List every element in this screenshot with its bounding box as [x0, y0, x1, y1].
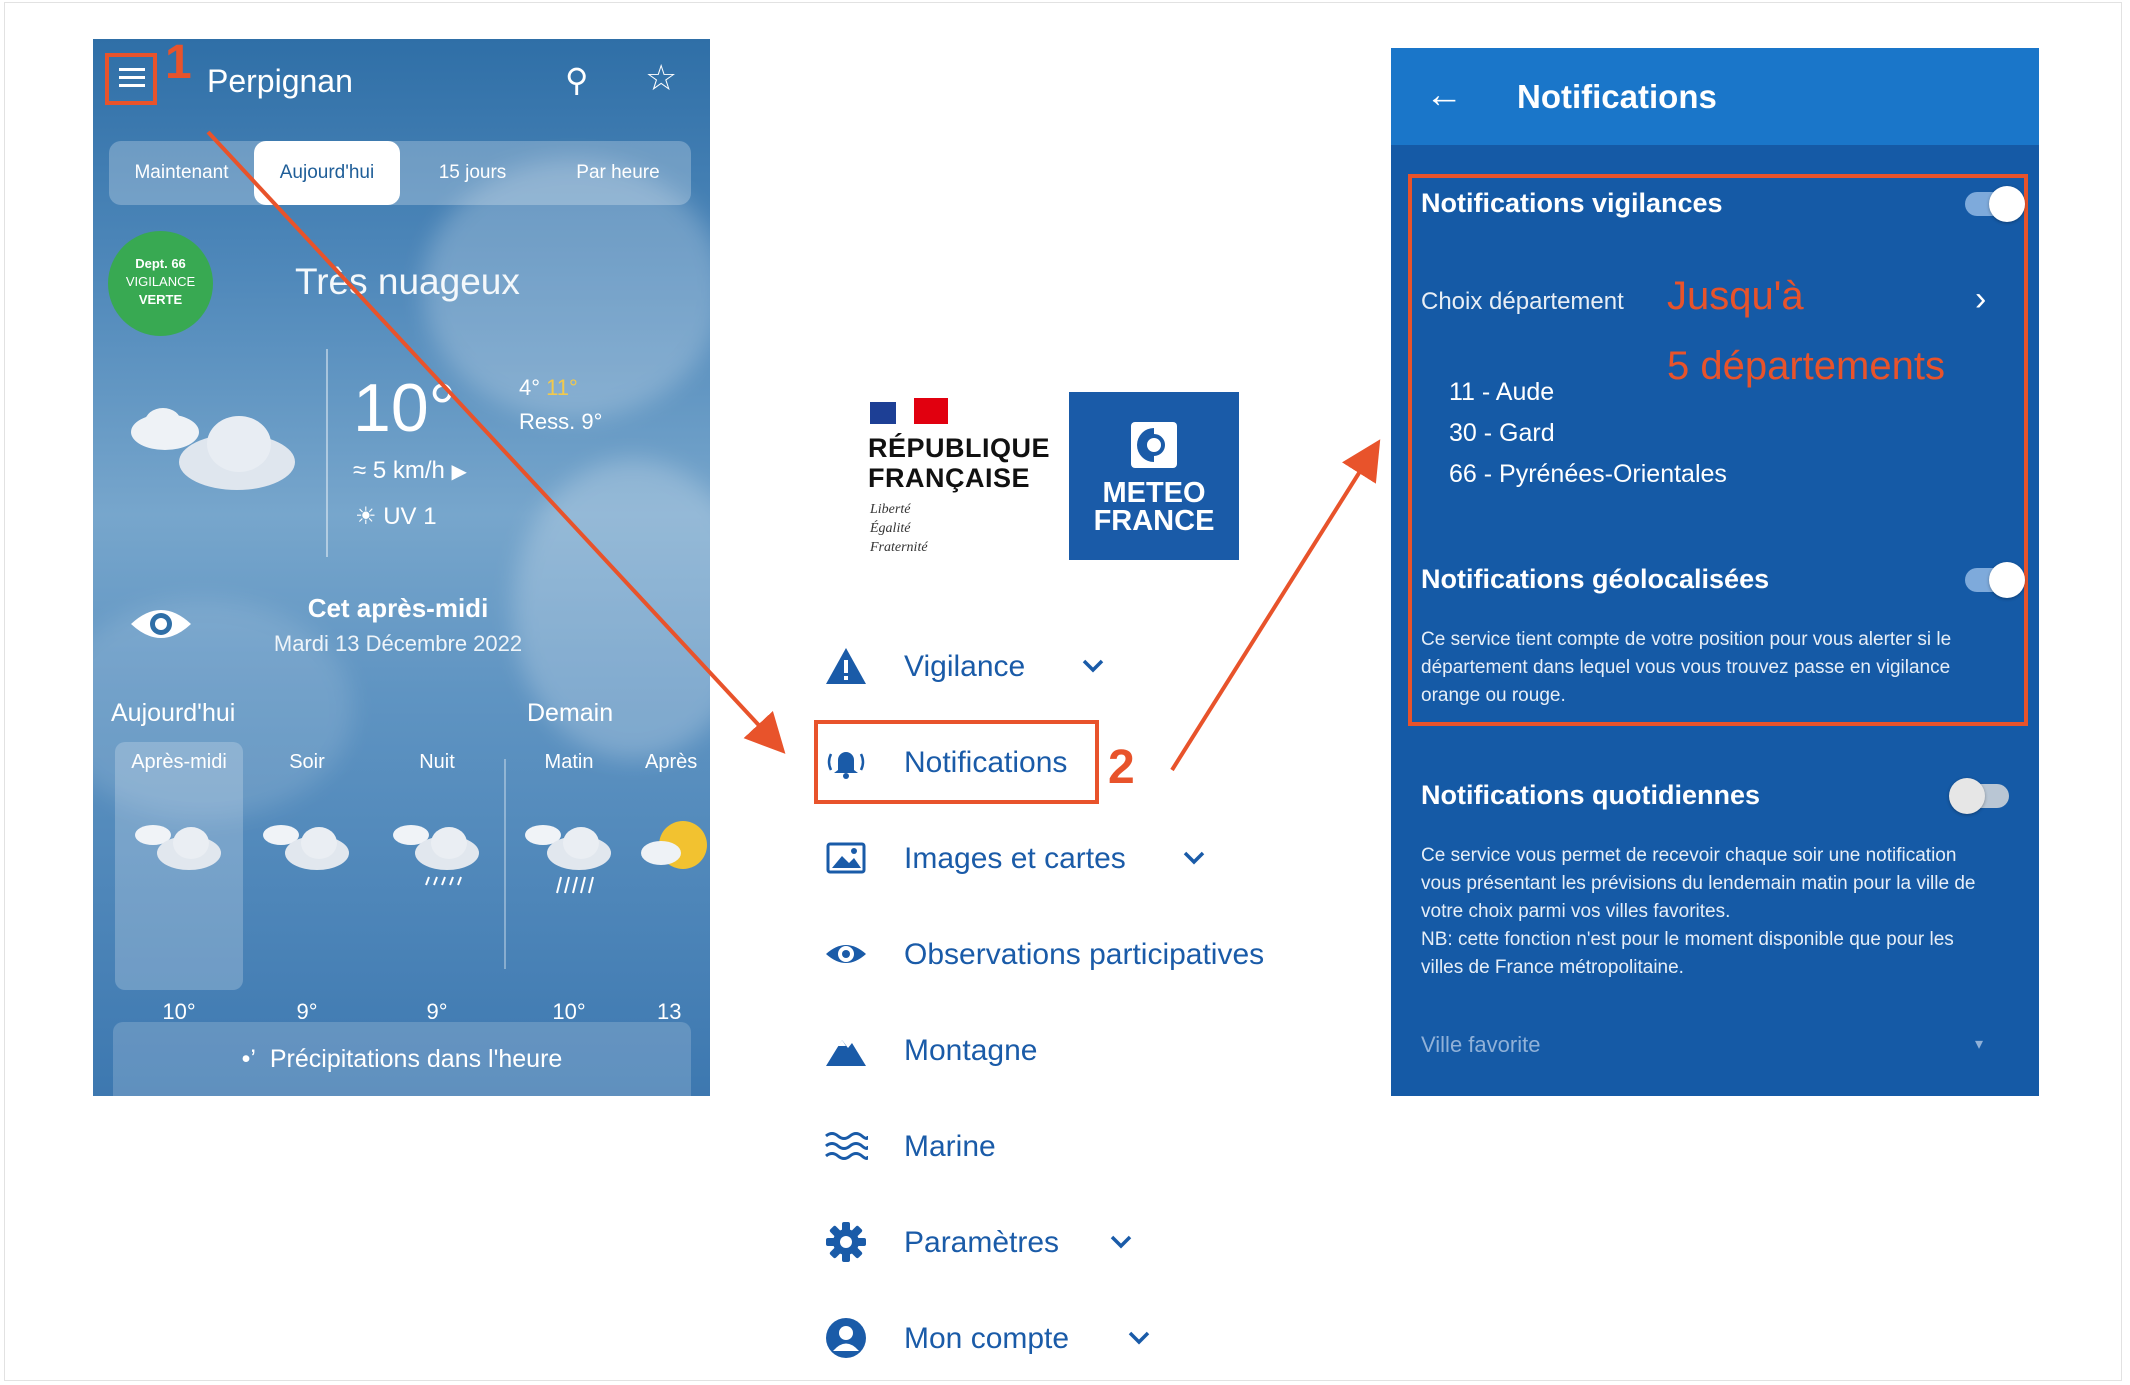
tab-15-jours[interactable]: 15 jours	[438, 162, 507, 183]
description-line: Ce service tient compte de votre position pour vous alerter si le	[1421, 629, 1952, 650]
city-name: Perpignan	[207, 63, 353, 99]
caret-down-icon[interactable]: ▾	[1975, 1036, 1984, 1053]
description-line: vous présentant les prévisions du lendemain matin pour la ville de	[1421, 873, 1976, 894]
arrow-to-settings	[1172, 446, 1376, 770]
logo-text-line: FRANÇAISE	[868, 463, 1031, 493]
logo-text-line: RÉPUBLIQUE	[868, 433, 1051, 463]
today-label: Aujourd'hui	[111, 699, 236, 727]
department-choice[interactable]: Choix département	[1421, 288, 1624, 315]
menu-item-label: Observations participatives	[904, 938, 1265, 971]
department-item: 30 - Gard	[1449, 419, 1555, 447]
hour-label: Soir	[289, 751, 325, 773]
logo-text-line: FRANCE	[1093, 505, 1215, 537]
sun-uv-icon: ☀	[355, 503, 377, 530]
min-temperature: 4°	[519, 375, 541, 400]
weather-description: Très nuageux	[295, 261, 520, 302]
menu-item-label: Mon compte	[904, 1322, 1070, 1355]
annotation-line: 5 départements	[1667, 344, 1945, 388]
hour-temperature: 9°	[296, 999, 318, 1024]
hour-label: Après-midi	[131, 751, 227, 773]
logo-text-line: METEO	[1102, 477, 1206, 509]
vigilance-label: VIGILANCE	[125, 274, 196, 289]
current-temperature: 10°	[353, 370, 456, 446]
vigilance-level: VERTE	[138, 292, 183, 307]
search-icon[interactable]: ⚲	[565, 62, 589, 98]
motto-line: Égalité	[870, 521, 911, 536]
description-line: département dans lequel vous vous trouvez passe en vigilance	[1421, 657, 1951, 678]
period-title: Cet après-midi	[307, 593, 489, 623]
page-title: Notifications	[1517, 78, 1717, 115]
wind-icon: ≈	[353, 457, 367, 484]
description-line: votre choix parmi vos villes favorites.	[1421, 901, 1731, 922]
motto-line: Liberté	[870, 502, 911, 517]
tab-par-heure[interactable]: Par heure	[576, 162, 660, 183]
menu-item-label: Notifications	[904, 746, 1068, 779]
annotation-line: Jusqu'à	[1667, 274, 1804, 318]
favorite-city-select[interactable]: Ville favorite	[1421, 1032, 1541, 1057]
hour-label: Matin	[544, 751, 594, 773]
department-item: 11 - Aude	[1449, 378, 1555, 406]
vigilance-dept: Dept. 66	[135, 256, 186, 271]
period-date: Mardi 13 Décembre 2022	[273, 631, 523, 656]
feels-like-temperature: Ress. 9°	[519, 409, 603, 434]
favorites-star-icon[interactable]: ☆	[645, 57, 678, 98]
description-line: villes de France métropolitaine.	[1421, 957, 1684, 978]
hour-temperature: 10°	[552, 999, 586, 1024]
menu-item-label: Paramètres	[904, 1226, 1060, 1259]
description-line: NB: cette fonction n'est pour le moment disponible que pour les	[1421, 929, 1954, 950]
arrow-to-notifications	[208, 132, 780, 748]
tab-aujourdhui[interactable]: Aujourd'hui	[254, 141, 400, 205]
max-temperature: 11°	[546, 375, 578, 400]
daily-title: Notifications quotidiennes	[1421, 780, 1761, 810]
hour-temperature: 10°	[162, 999, 196, 1024]
tomorrow-label: Demain	[527, 699, 614, 727]
department-item: 66 - Pyrénées-Orientales	[1449, 460, 1727, 488]
menu-item-label: Images et cartes	[904, 842, 1126, 875]
step-label-2: 2	[1108, 741, 1135, 794]
chevron-right-icon[interactable]: ›	[1975, 280, 1987, 318]
hour-label: Nuit	[419, 751, 455, 773]
tab-maintenant[interactable]: Maintenant	[134, 162, 229, 183]
description-line: Ce service vous permet de recevoir chaque soir une notification	[1421, 845, 1957, 866]
geoloc-title: Notifications géolocalisées	[1421, 564, 1770, 594]
motto-line: Fraternité	[870, 540, 928, 555]
hour-temperature: 9°	[426, 999, 448, 1024]
precipitation-label: Précipitations dans l'heure	[269, 1045, 563, 1073]
hour-label: Après	[645, 751, 698, 773]
hour-temperature: 13	[657, 999, 682, 1024]
menu-item-label: Marine	[904, 1130, 996, 1163]
wind-direction-icon: ▶	[451, 461, 467, 483]
description-line: orange ou rouge.	[1421, 685, 1566, 706]
vigilances-title: Notifications vigilances	[1421, 188, 1723, 218]
back-arrow-icon[interactable]: ←	[1425, 74, 1463, 116]
menu-item-label: Vigilance	[904, 650, 1026, 683]
wind-speed: 5 km/h	[372, 457, 445, 484]
step-label-1: 1	[165, 39, 192, 89]
uv-index: UV 1	[383, 503, 437, 530]
menu-item-label: Montagne	[904, 1034, 1038, 1067]
raindrops-icon: •’	[241, 1045, 256, 1073]
